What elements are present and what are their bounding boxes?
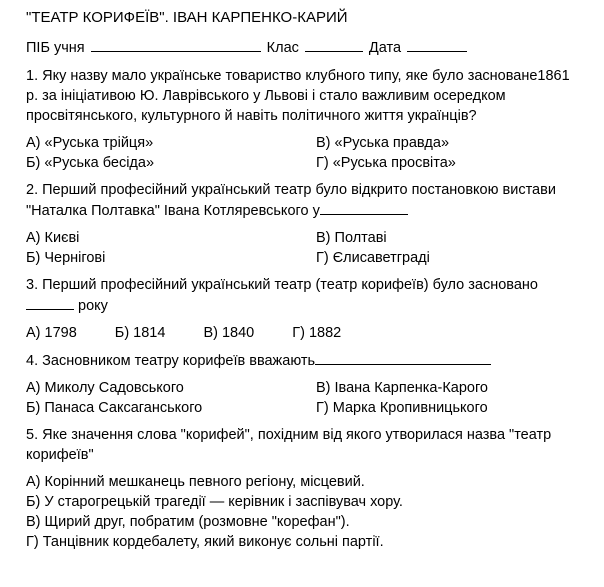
answer-blank[interactable]: [26, 295, 74, 310]
option[interactable]: Г) Єлисаветграді: [316, 250, 430, 266]
question-4-options: [26, 378, 604, 418]
option[interactable]: Б) «Руська бесіда»: [26, 155, 155, 171]
option[interactable]: Г) «Руська просвіта»: [316, 155, 456, 171]
option[interactable]: Г) Марка Кропивницького: [316, 400, 488, 416]
option[interactable]: В) 1840: [203, 325, 255, 341]
question-1: 1. Яку назву мало українське товариство клубного типу, яке було засноване1861 р. за ініціативою Ю. Лаврівського у Львові і стало важливим осередком просвітянського, культурного й навіть політичного життя українців?: [26, 68, 570, 124]
question-2-text: 2. Перший професійний український театр було відкрито постановкою вистави "Наталка Полтавка" Івана Котляревського у: [26, 182, 556, 219]
option[interactable]: Б) У старогрецькій трагедії — керівник і заспівувач хору.: [26, 494, 403, 510]
option[interactable]: В) Івана Карпенка-Карого: [316, 380, 488, 396]
name-field[interactable]: [91, 37, 261, 52]
option[interactable]: В) Щирий друг, побратим (розмовне "корефан").: [26, 514, 350, 530]
option[interactable]: А) Корінний мешканець певного регіону, місцевий.: [26, 474, 365, 490]
class-field[interactable]: [305, 37, 363, 52]
option[interactable]: А) Києві: [26, 230, 80, 246]
question-2-options: [26, 228, 604, 268]
answer-blank[interactable]: [315, 350, 491, 365]
date-label: Дата: [368, 40, 402, 56]
question-3-text: 3. Перший професійний український театр (театр корифеїв) було засновано: [26, 277, 538, 293]
name-label: ПІБ учня: [26, 40, 85, 56]
class-label: Клас: [266, 40, 299, 56]
question-3-options: [26, 323, 604, 343]
question-3: [26, 275, 604, 316]
question-3-text-end: року: [78, 298, 108, 314]
option[interactable]: В) Полтаві: [316, 230, 387, 246]
date-field[interactable]: [407, 37, 467, 52]
option[interactable]: Б) Панаса Саксаганського: [26, 400, 203, 416]
question-5-options: [26, 472, 604, 552]
question-2: [26, 180, 604, 221]
option[interactable]: В) «Руська правда»: [316, 135, 450, 151]
option[interactable]: Г) Танцівник кордебалету, який виконує сольні партії.: [26, 534, 384, 550]
question-5: 5. Яке значення слова "корифей", похідним від якого утворилася назва "театр корифеїв": [26, 427, 552, 463]
option[interactable]: Г) 1882: [292, 325, 342, 341]
option[interactable]: Б) Чернігові: [26, 250, 106, 266]
question-4: [26, 350, 604, 371]
option[interactable]: А) «Руська трійця»: [26, 135, 154, 151]
page-title: "ТЕАТР КОРИФЕЇВ". ІВАН КАРПЕНКО-КАРИЙ: [26, 9, 348, 26]
option[interactable]: А) 1798: [26, 325, 77, 341]
option[interactable]: А) Миколу Садовського: [26, 380, 184, 396]
option[interactable]: Б) 1814: [114, 325, 166, 341]
question-1-options: [26, 133, 604, 173]
question-4-text: 4. Засновником театру корифеїв вважають: [26, 353, 316, 369]
answer-blank[interactable]: [320, 200, 408, 215]
student-info-row: [26, 37, 604, 58]
